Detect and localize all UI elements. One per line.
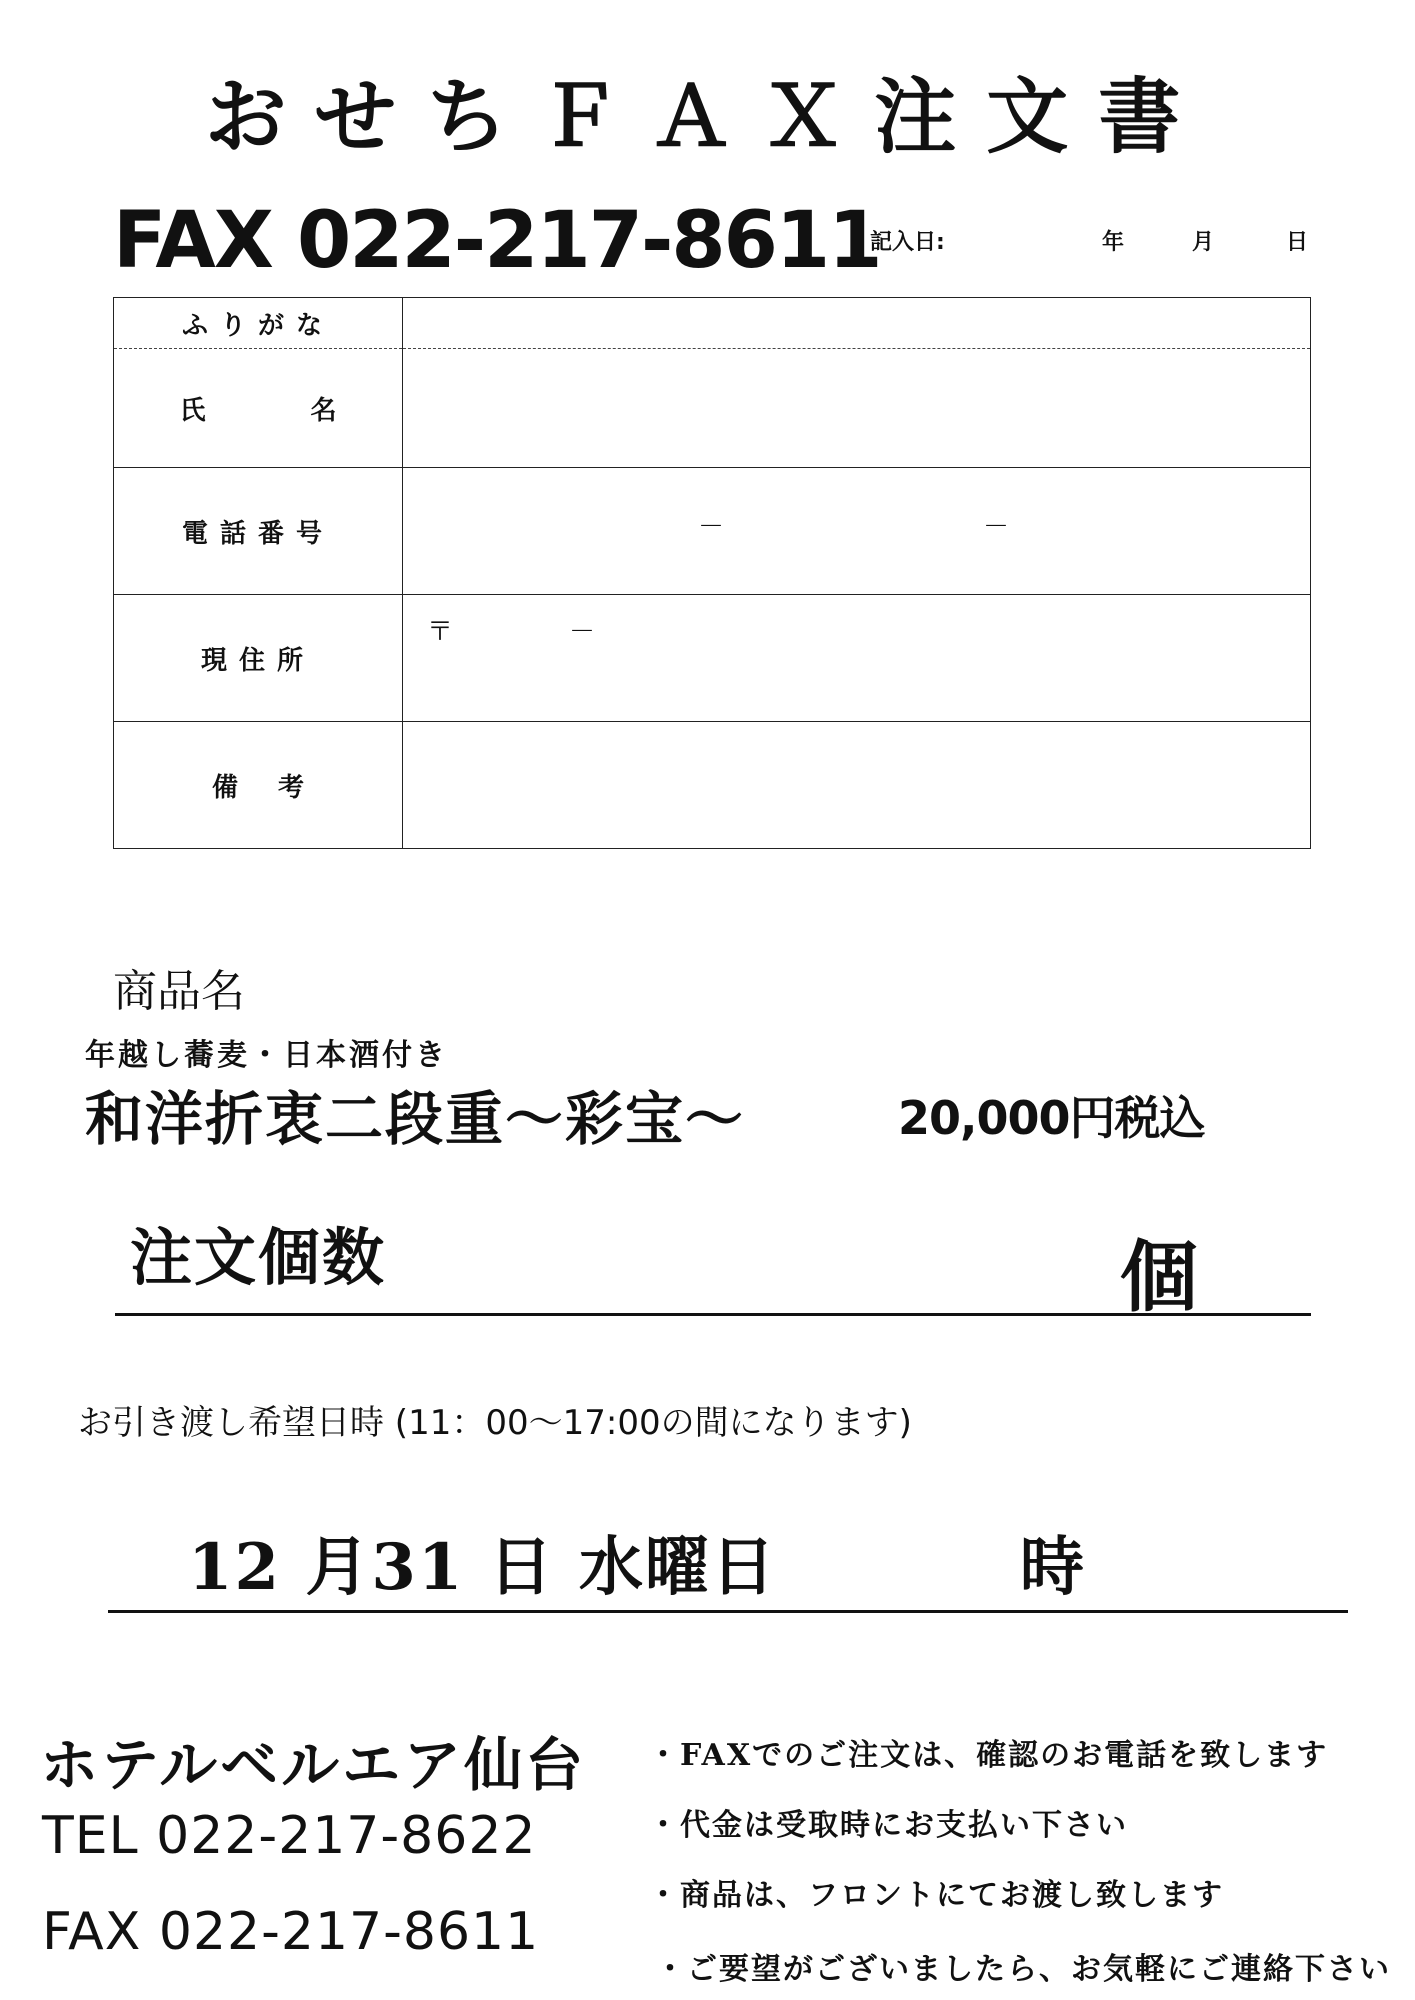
phone-field[interactable]	[403, 468, 1311, 595]
entry-date-label: 記入日:	[870, 230, 945, 255]
delivery-date: 12 月31 日 水曜日	[188, 1530, 777, 1605]
furigana-label: ふりがな	[114, 298, 403, 349]
note-item: ・商品は、フロントにてお渡し致します	[648, 1878, 1224, 1913]
phone-separator-1: －	[698, 512, 725, 542]
quantity-input-line[interactable]	[115, 1313, 1311, 1316]
delivery-hour-unit: 時	[1020, 1530, 1084, 1605]
address-field[interactable]	[403, 595, 1311, 722]
hotel-fax: FAX 022-217-8611	[42, 1902, 540, 1962]
quantity-label: 注文個数	[130, 1221, 387, 1294]
customer-info-table	[113, 297, 1311, 849]
delivery-input-line[interactable]	[108, 1610, 1348, 1613]
entry-date-month: 月	[1192, 230, 1215, 255]
note-item: ・FAXでのご注文は、確認のお電話を致します	[648, 1738, 1329, 1773]
hotel-name: ホテルベルエア仙台	[40, 1731, 587, 1799]
name-label-text: 氏 名	[179, 395, 337, 426]
note-item: ・代金は受取時にお支払い下さい	[648, 1808, 1128, 1843]
notes-field[interactable]	[403, 722, 1311, 849]
product-name: 和洋折衷二段重～彩宝～	[85, 1085, 746, 1153]
product-subtitle: 年越し蕎麦・日本酒付き	[85, 1038, 448, 1073]
address-label: 現住所	[114, 595, 403, 722]
phone-separator-2: －	[983, 512, 1010, 542]
name-field[interactable]	[403, 349, 1311, 468]
name-label	[114, 349, 403, 468]
entry-date-year: 年	[1102, 230, 1125, 255]
product-section-label: 商品名	[113, 966, 245, 1017]
notes-label-text: 備考	[211, 772, 344, 803]
delivery-label: お引き渡し希望日時 (11：00～17:00の間になります)	[78, 1403, 912, 1443]
entry-date-day: 日	[1286, 230, 1309, 255]
page-title: おせちＦＡＸ注文書	[204, 69, 1211, 165]
product-price: 20,000円税込	[898, 1091, 1205, 1145]
quantity-unit: 個	[1120, 1232, 1199, 1323]
postal-separator: －	[569, 617, 596, 647]
postal-mark: 〒	[427, 617, 454, 647]
notes-label	[114, 722, 403, 849]
fax-number-header: FAX 022-217-8611	[113, 196, 881, 286]
furigana-field[interactable]	[403, 298, 1311, 349]
note-item: ・ご要望がございましたら、お気軽にご連絡下さい	[655, 1952, 1391, 1987]
hotel-tel: TEL 022-217-8622	[42, 1806, 537, 1866]
phone-label: 電話番号	[114, 468, 403, 595]
